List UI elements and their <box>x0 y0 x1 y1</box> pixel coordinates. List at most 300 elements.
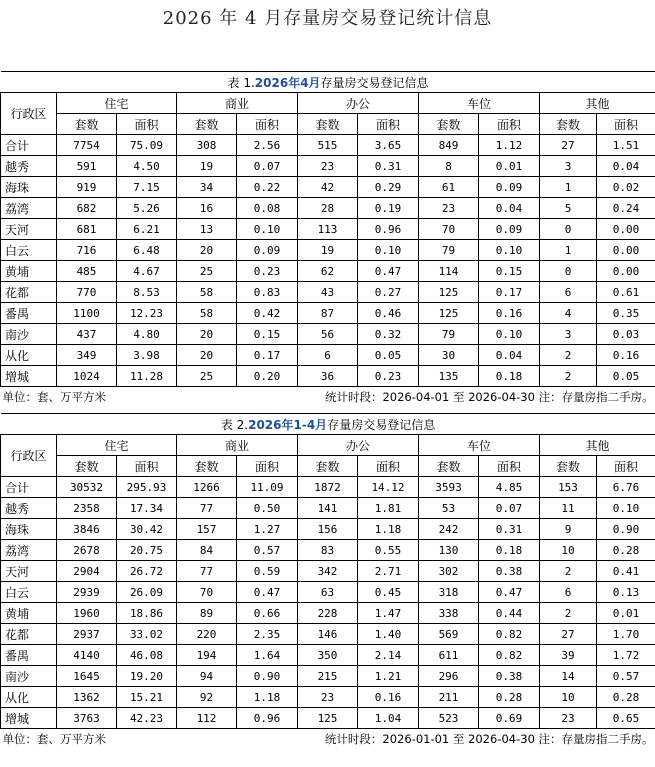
area-cell: 0.82 <box>479 624 540 645</box>
caption-prefix: 表 1. <box>227 75 255 90</box>
area-cell: 0.50 <box>237 498 298 519</box>
count-cell: 342 <box>298 561 358 582</box>
footer-row <box>1 387 655 408</box>
count-cell: 437 <box>57 324 117 345</box>
table-row <box>1 366 655 387</box>
count-cell: 1 <box>540 240 597 261</box>
count-cell: 1024 <box>57 366 117 387</box>
area-cell: 0.09 <box>479 177 540 198</box>
area-cell: 0.46 <box>358 303 419 324</box>
area-cell: 0.10 <box>479 240 540 261</box>
table-row <box>1 261 655 282</box>
caption-row <box>1 72 655 93</box>
area-cell: 0.61 <box>597 282 655 303</box>
area-cell: 75.09 <box>117 135 177 156</box>
count-cell: 0 <box>540 219 597 240</box>
area-cell: 1.72 <box>597 645 655 666</box>
area-cell: 0.00 <box>597 240 655 261</box>
count-header: 套数 <box>540 456 597 477</box>
count-cell: 2 <box>540 366 597 387</box>
area-cell: 26.09 <box>117 582 177 603</box>
area-header: 面积 <box>358 114 419 135</box>
count-cell: 20 <box>177 324 237 345</box>
count-cell: 1266 <box>177 477 237 498</box>
district-cell: 番禺 <box>1 303 57 324</box>
table-row <box>1 624 655 645</box>
area-cell: 19.20 <box>117 666 177 687</box>
area-cell: 20.75 <box>117 540 177 561</box>
area-cell: 1.40 <box>358 624 419 645</box>
count-cell: 11 <box>540 498 597 519</box>
area-cell: 1.12 <box>479 135 540 156</box>
district-cell: 越秀 <box>1 156 57 177</box>
count-header: 套数 <box>57 456 117 477</box>
district-cell: 荔湾 <box>1 540 57 561</box>
district-cell: 越秀 <box>1 498 57 519</box>
area-cell: 0.82 <box>479 645 540 666</box>
count-cell: 146 <box>298 624 358 645</box>
count-header: 套数 <box>298 456 358 477</box>
count-cell: 23 <box>298 156 358 177</box>
count-cell: 153 <box>540 477 597 498</box>
count-cell: 58 <box>177 303 237 324</box>
count-cell: 4 <box>540 303 597 324</box>
count-cell: 43 <box>298 282 358 303</box>
area-cell: 0.28 <box>479 687 540 708</box>
caption-row <box>1 414 655 435</box>
unit-note: 单位：套、万平方米 <box>2 390 106 404</box>
area-cell: 0.47 <box>479 582 540 603</box>
header-row <box>1 93 655 114</box>
area-cell: 0.27 <box>358 282 419 303</box>
table-row <box>1 282 655 303</box>
table-row <box>1 561 655 582</box>
area-cell: 0.28 <box>597 540 655 561</box>
district-cell: 合计 <box>1 135 57 156</box>
area-cell: 2.56 <box>237 135 298 156</box>
count-cell: 3 <box>540 324 597 345</box>
category-header: 其他 <box>540 93 655 114</box>
area-cell: 1.51 <box>597 135 655 156</box>
table-caption <box>1 72 655 93</box>
area-cell: 17.34 <box>117 498 177 519</box>
table-row <box>1 345 655 366</box>
count-cell: 350 <box>298 645 358 666</box>
count-cell: 849 <box>419 135 479 156</box>
area-cell: 0.07 <box>479 498 540 519</box>
district-cell: 从化 <box>1 687 57 708</box>
district-cell: 番禺 <box>1 645 57 666</box>
area-cell: 0.13 <box>597 582 655 603</box>
count-cell: 63 <box>298 582 358 603</box>
area-cell: 0.01 <box>597 603 655 624</box>
category-header: 车位 <box>419 93 540 114</box>
area-cell: 0.23 <box>237 261 298 282</box>
count-cell: 1362 <box>57 687 117 708</box>
count-cell: 56 <box>298 324 358 345</box>
count-cell: 39 <box>540 645 597 666</box>
count-cell: 919 <box>57 177 117 198</box>
district-cell: 荔湾 <box>1 198 57 219</box>
count-cell: 211 <box>419 687 479 708</box>
table-row <box>1 540 655 561</box>
count-cell: 27 <box>540 135 597 156</box>
area-cell: 0.10 <box>479 324 540 345</box>
area-cell: 0.96 <box>358 219 419 240</box>
area-header: 面积 <box>237 456 298 477</box>
district-cell: 花都 <box>1 282 57 303</box>
count-cell: 70 <box>177 582 237 603</box>
district-cell: 增城 <box>1 366 57 387</box>
area-cell: 0.18 <box>479 540 540 561</box>
area-cell: 1.27 <box>237 519 298 540</box>
area-cell: 0.65 <box>597 708 655 729</box>
area-cell: 7.15 <box>117 177 177 198</box>
count-cell: 242 <box>419 519 479 540</box>
count-cell: 79 <box>419 240 479 261</box>
category-header: 其他 <box>540 435 655 456</box>
count-header: 套数 <box>419 114 479 135</box>
count-cell: 591 <box>57 156 117 177</box>
count-cell: 716 <box>57 240 117 261</box>
count-header: 套数 <box>419 456 479 477</box>
count-cell: 62 <box>298 261 358 282</box>
count-cell: 10 <box>540 540 597 561</box>
table-row <box>1 303 655 324</box>
area-cell: 0.38 <box>479 561 540 582</box>
area-cell: 42.23 <box>117 708 177 729</box>
area-cell: 0.41 <box>597 561 655 582</box>
district-cell: 花都 <box>1 624 57 645</box>
area-cell: 4.80 <box>117 324 177 345</box>
area-cell: 1.21 <box>358 666 419 687</box>
count-cell: 2 <box>540 603 597 624</box>
count-cell: 2904 <box>57 561 117 582</box>
district-cell: 黄埔 <box>1 603 57 624</box>
count-cell: 1960 <box>57 603 117 624</box>
area-cell: 0.28 <box>597 687 655 708</box>
area-cell: 0.03 <box>597 324 655 345</box>
area-header: 面积 <box>479 114 540 135</box>
area-cell: 3.65 <box>358 135 419 156</box>
count-cell: 338 <box>419 603 479 624</box>
count-cell: 2 <box>540 561 597 582</box>
count-cell: 228 <box>298 603 358 624</box>
table-row <box>1 666 655 687</box>
count-cell: 23 <box>298 687 358 708</box>
area-cell: 0.38 <box>479 666 540 687</box>
page-title: 2026 年 4 月存量房交易登记统计信息 <box>162 8 493 29</box>
count-cell: 4140 <box>57 645 117 666</box>
table-row <box>1 498 655 519</box>
area-cell: 0.17 <box>237 345 298 366</box>
count-cell: 130 <box>419 540 479 561</box>
area-cell: 0.05 <box>358 345 419 366</box>
area-cell: 0.04 <box>479 345 540 366</box>
table-row <box>1 519 655 540</box>
count-cell: 1645 <box>57 666 117 687</box>
count-header: 套数 <box>298 114 358 135</box>
count-cell: 2358 <box>57 498 117 519</box>
area-cell: 0.57 <box>237 540 298 561</box>
district-cell: 合计 <box>1 477 57 498</box>
area-cell: 0.90 <box>597 519 655 540</box>
count-cell: 30 <box>419 345 479 366</box>
area-cell: 0.20 <box>237 366 298 387</box>
area-cell: 0.45 <box>358 582 419 603</box>
area-cell: 0.16 <box>479 303 540 324</box>
count-header: 套数 <box>540 114 597 135</box>
count-cell: 156 <box>298 519 358 540</box>
count-header: 套数 <box>57 114 117 135</box>
count-cell: 1872 <box>298 477 358 498</box>
area-cell: 0.15 <box>479 261 540 282</box>
district-cell: 南沙 <box>1 324 57 345</box>
count-cell: 30532 <box>57 477 117 498</box>
area-cell: 26.72 <box>117 561 177 582</box>
count-cell: 7754 <box>57 135 117 156</box>
count-cell: 14 <box>540 666 597 687</box>
area-cell: 0.42 <box>237 303 298 324</box>
count-cell: 125 <box>419 282 479 303</box>
count-cell: 3846 <box>57 519 117 540</box>
count-cell: 302 <box>419 561 479 582</box>
area-cell: 0.83 <box>237 282 298 303</box>
count-cell: 3 <box>540 156 597 177</box>
area-cell: 0.57 <box>597 666 655 687</box>
area-cell: 0.16 <box>597 345 655 366</box>
area-cell: 3.98 <box>117 345 177 366</box>
count-cell: 89 <box>177 603 237 624</box>
count-header: 套数 <box>177 114 237 135</box>
area-cell: 0.19 <box>358 198 419 219</box>
count-cell: 61 <box>419 177 479 198</box>
category-header: 商业 <box>177 435 298 456</box>
period-note: 统计时段：2026-04-01 至 2026-04-30 注：存量房指二手房。 <box>324 390 654 404</box>
area-header: 面积 <box>479 456 540 477</box>
area-cell: 0.59 <box>237 561 298 582</box>
count-cell: 36 <box>298 366 358 387</box>
area-cell: 0.90 <box>237 666 298 687</box>
area-cell: 0.05 <box>597 366 655 387</box>
table-row <box>1 708 655 729</box>
count-cell: 6 <box>298 345 358 366</box>
count-cell: 79 <box>419 324 479 345</box>
category-header: 住宅 <box>57 435 177 456</box>
area-cell: 0.29 <box>358 177 419 198</box>
area-cell: 1.70 <box>597 624 655 645</box>
area-cell: 5.26 <box>117 198 177 219</box>
area-cell: 0.32 <box>358 324 419 345</box>
caption-suffix: 存量房交易登记信息 <box>320 75 429 90</box>
count-cell: 125 <box>298 708 358 729</box>
caption-suffix: 存量房交易登记信息 <box>327 417 436 432</box>
count-cell: 87 <box>298 303 358 324</box>
table-jan-apr <box>0 413 655 749</box>
count-cell: 94 <box>177 666 237 687</box>
area-cell: 0.16 <box>358 687 419 708</box>
area-cell: 2.35 <box>237 624 298 645</box>
area-cell: 14.12 <box>358 477 419 498</box>
area-cell: 0.09 <box>237 240 298 261</box>
area-cell: 18.86 <box>117 603 177 624</box>
area-cell: 0.69 <box>479 708 540 729</box>
area-cell: 0.31 <box>479 519 540 540</box>
table-row <box>1 240 655 261</box>
area-cell: 0.01 <box>479 156 540 177</box>
count-cell: 681 <box>57 219 117 240</box>
count-cell: 135 <box>419 366 479 387</box>
header-row <box>1 435 655 456</box>
table-row <box>1 603 655 624</box>
count-cell: 9 <box>540 519 597 540</box>
category-header: 办公 <box>298 435 419 456</box>
area-cell: 2.14 <box>358 645 419 666</box>
area-cell: 30.42 <box>117 519 177 540</box>
count-cell: 515 <box>298 135 358 156</box>
area-cell: 0.09 <box>479 219 540 240</box>
unit-note: 单位：套、万平方米 <box>2 732 106 746</box>
area-cell: 0.96 <box>237 708 298 729</box>
area-cell: 0.24 <box>597 198 655 219</box>
count-cell: 16 <box>177 198 237 219</box>
area-cell: 295.93 <box>117 477 177 498</box>
area-cell: 6.21 <box>117 219 177 240</box>
area-cell: 8.53 <box>117 282 177 303</box>
count-cell: 3763 <box>57 708 117 729</box>
count-cell: 2 <box>540 345 597 366</box>
area-header: 面积 <box>117 114 177 135</box>
area-cell: 0.22 <box>237 177 298 198</box>
count-cell: 20 <box>177 240 237 261</box>
area-cell: 0.23 <box>358 366 419 387</box>
count-cell: 194 <box>177 645 237 666</box>
area-cell: 33.02 <box>117 624 177 645</box>
district-cell: 海珠 <box>1 177 57 198</box>
area-cell: 1.64 <box>237 645 298 666</box>
footer-row <box>1 729 655 750</box>
area-cell: 0.17 <box>479 282 540 303</box>
district-header: 行政区 <box>1 435 57 477</box>
area-header: 面积 <box>237 114 298 135</box>
table-row <box>1 135 655 156</box>
district-cell: 天河 <box>1 561 57 582</box>
area-cell: 4.67 <box>117 261 177 282</box>
area-cell: 12.23 <box>117 303 177 324</box>
caption-prefix: 表 2. <box>220 417 249 432</box>
count-cell: 6 <box>540 282 597 303</box>
category-header: 车位 <box>419 435 540 456</box>
count-cell: 6 <box>540 582 597 603</box>
area-cell: 0.00 <box>597 219 655 240</box>
table-april <box>0 71 655 407</box>
area-cell: 1.81 <box>358 498 419 519</box>
table-caption <box>1 414 655 435</box>
count-cell: 10 <box>540 687 597 708</box>
count-cell: 0 <box>540 261 597 282</box>
area-header: 面积 <box>117 456 177 477</box>
area-cell: 0.10 <box>597 498 655 519</box>
area-cell: 0.35 <box>597 303 655 324</box>
count-cell: 1100 <box>57 303 117 324</box>
district-cell: 黄埔 <box>1 261 57 282</box>
area-cell: 1.18 <box>237 687 298 708</box>
area-cell: 46.08 <box>117 645 177 666</box>
count-cell: 1 <box>540 177 597 198</box>
district-cell: 白云 <box>1 582 57 603</box>
count-cell: 2678 <box>57 540 117 561</box>
table-row <box>1 582 655 603</box>
count-cell: 28 <box>298 198 358 219</box>
count-cell: 141 <box>298 498 358 519</box>
area-header: 面积 <box>597 114 655 135</box>
area-cell: 0.08 <box>237 198 298 219</box>
count-cell: 70 <box>419 219 479 240</box>
category-header: 办公 <box>298 93 419 114</box>
area-cell: 0.04 <box>479 198 540 219</box>
area-cell: 2.71 <box>358 561 419 582</box>
area-cell: 0.47 <box>358 261 419 282</box>
table-row <box>1 477 655 498</box>
area-cell: 1.47 <box>358 603 419 624</box>
area-cell: 0.44 <box>479 603 540 624</box>
count-cell: 19 <box>177 156 237 177</box>
count-cell: 112 <box>177 708 237 729</box>
count-cell: 92 <box>177 687 237 708</box>
area-cell: 1.04 <box>358 708 419 729</box>
category-header: 商业 <box>177 93 298 114</box>
count-cell: 84 <box>177 540 237 561</box>
count-cell: 125 <box>419 303 479 324</box>
area-cell: 0.47 <box>237 582 298 603</box>
count-header: 套数 <box>177 456 237 477</box>
count-cell: 611 <box>419 645 479 666</box>
count-cell: 77 <box>177 561 237 582</box>
area-cell: 0.66 <box>237 603 298 624</box>
district-cell: 海珠 <box>1 519 57 540</box>
district-cell: 天河 <box>1 219 57 240</box>
table-row <box>1 219 655 240</box>
district-cell: 南沙 <box>1 666 57 687</box>
area-cell: 0.07 <box>237 156 298 177</box>
district-cell: 从化 <box>1 345 57 366</box>
count-cell: 83 <box>298 540 358 561</box>
count-cell: 23 <box>540 708 597 729</box>
area-cell: 0.18 <box>479 366 540 387</box>
table-row <box>1 198 655 219</box>
count-cell: 19 <box>298 240 358 261</box>
caption-period: 2026年1-4月 <box>248 417 328 432</box>
count-cell: 20 <box>177 345 237 366</box>
count-cell: 485 <box>57 261 117 282</box>
area-cell: 0.00 <box>597 261 655 282</box>
area-header: 面积 <box>358 456 419 477</box>
district-header: 行政区 <box>1 93 57 135</box>
area-cell: 11.09 <box>237 477 298 498</box>
area-cell: 0.31 <box>358 156 419 177</box>
count-cell: 349 <box>57 345 117 366</box>
area-cell: 4.50 <box>117 156 177 177</box>
area-cell: 0.02 <box>597 177 655 198</box>
count-cell: 220 <box>177 624 237 645</box>
area-cell: 0.55 <box>358 540 419 561</box>
count-cell: 114 <box>419 261 479 282</box>
count-cell: 27 <box>540 624 597 645</box>
area-cell: 0.04 <box>597 156 655 177</box>
count-cell: 296 <box>419 666 479 687</box>
area-cell: 6.76 <box>597 477 655 498</box>
count-cell: 2939 <box>57 582 117 603</box>
